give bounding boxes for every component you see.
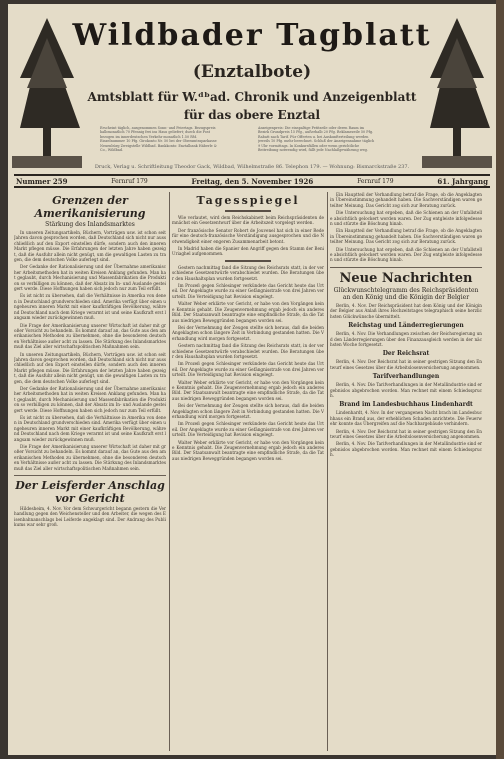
article-paragraph: In Madrid haben die Spanier den Angriff gegen den Stamm der Beni Uriaghel aufgenommen. <box>172 246 324 257</box>
masthead <box>8 4 496 174</box>
article-paragraph: Im Prozeß gegen Schlesinger verkündete das Gericht heute das Urteil. Der Angeklagte wurde zu einer Gefängnisstrafe von drei Jahren verurteilt. Die Verteidigung hat Revision eingelegt. <box>172 421 324 438</box>
news-subhead: Tarifverhandlungen <box>372 373 440 381</box>
article-paragraph: Die Frage der Amerikanisierung unserer Wirtschaft ist daher mit großer Vorsicht zu behandeln. Es kommt darauf an, das Gute aus den amerikanischen Methoden zu übernehmen, ohne die besonderen deutschen Verhältnisse außer acht zu lassen. Die Stärkung des Inlandsmarktes muß das Ziel aller wirtschaftspolitischen Maßnahmen sein. <box>14 444 166 471</box>
tagline-official-gazette: Amtsblatt für W.ᵈᵇad. Chronik und Anzeigenblatt <box>87 90 417 104</box>
tagline-region: für das obere Enztal <box>183 108 321 122</box>
columns <box>14 192 490 751</box>
column-rule <box>169 192 170 751</box>
article-paragraph: In unseren Zeitungsartikeln, Büchern, Vorträgen usw. ist schon seit Jahren davon gesprochen worden, daß Deutschland sich nicht nur ausschließlich auf den Export einstellen dürfe, sondern auch den inneren Markt pflegen müsse. Die Erfahrungen der letzten Jahre haben gezeigt, daß die Ausfuhr allein nicht genügt, um die gewaltigen Lasten zu tragen, die dem deutschen Volke auferlegt sind. <box>14 230 166 263</box>
headline-bar <box>225 210 271 212</box>
article-paragraph: Walter Weber erklärte vor Gericht, er habe von den Vorgängen keine Kenntnis gehabt. Die Zeugenvernehmung ergab jedoch ein anderes Bild. Der Staatsanwalt beantragte eine empfindliche Strafe, da die Tat aus niedrigen Beweggründen begangen worden sei. <box>172 301 324 323</box>
article-paragraph: Im Prozeß gegen Schlesinger verkündete das Gericht heute das Urteil. Der Angeklagte wurde zu einer Gefängnisstrafe von drei Jahren verurteilt. Die Verteidigung hat Revision eingelegt. <box>172 283 324 299</box>
issue-info-bar <box>14 174 490 188</box>
article-paragraph: Walter Weber erklärte vor Gericht, er habe von den Vorgängen keine Kenntnis gehabt. Die Zeugenvernehmung ergab jedoch ein anderes Bild. Der Staatsanwalt beantragte eine empfindliche Strafe, da die Tat aus niedrigen Beweggründen begangen worden sei. <box>172 439 324 461</box>
article-divider <box>14 475 166 476</box>
binding-edge <box>496 0 504 759</box>
issue-date: Freitag, den 5. November 1926 <box>191 176 314 186</box>
newspaper-title: Wildbader Tagblatt <box>72 18 432 53</box>
article-paragraph: Es ist nicht zu übersehen, daß die Verhältnisse in Amerika von denen in Deutschland grundverschieden sind. Amerika verfügt über einen ungeheuren inneren Markt mit einer kaufkräftigen Bevölkerung, während Deutschland nach dem Kriege verarmt ist und seine Kaufkraft erst langsam wieder zurückgewinnen muß. <box>14 415 166 442</box>
phone-left: Fernruf 179 <box>111 177 148 185</box>
article-paragraph: Wie verlautet, wird dem Reichskabinett beim Reichspräsidenten demnächst ein Gesetzentwurf über die Arbeitszeit vorgelegt werden. <box>172 215 324 226</box>
subscription-info: Erscheint täglich, ausgenommen Sonn- und Feiertags. Bezugspreis halbmonatlich 70 Pfennig frei ins Haus geliefert; durch die Post bezogen im innerdeutschen Verkehr monatlich 1.50 RM. Einzelnummer 10 Pfg. Girokonto Nr. 50 bei der Oberamtssparkasse Neuenbürg Zweigstelle Wildbad. Bankkonto: Enztalbank Häberle & Co., Wildbad. <box>100 126 217 153</box>
article-paragraph: Der Gedanke der Rationalisierung und der Übernahme amerikanischer Arbeitsmethoden hat in weiten Kreisen Anklang gefunden. Man hat geglaubt, durch Mechanisierung und Massenfabrikation die Produktion so verbilligen zu können, daß der Absatz im In- und Auslande gesteigert werde. Diese Hoffnungen haben sich jedoch nur zum Teil erfüllt. <box>14 385 166 413</box>
newspaper-page <box>8 4 496 755</box>
article-paragraph: Ein Hauptteil der Verhandlung betraf die Frage, ob die Angeklagten in Übereinstimmung gehandelt haben. Die Sachverständigen waren geteilter Meinung. Das Gericht zog sich zur Beratung zurück. <box>330 228 482 245</box>
article-subheadline: Stärkung des Inlandsmarktes <box>45 221 135 228</box>
column-1 <box>14 192 166 751</box>
column-rule <box>327 192 328 751</box>
article-paragraph: Der französische Senator Robert de Jouvenel hat sich in einer Rede für eine deutsch-französische Verständigung ausgesprochen und die Notwendigkeit einer engeren Zusammenarbeit betont. <box>172 227 324 244</box>
article-paragraph: Berlin, 4. Nov. Die Verhandlungen zwischen der Reichsregierung und den Länderregierungen über den Finanzausgleich werden in der nächsten Woche fortgesetzt. <box>330 331 482 347</box>
section-headline: Neue Nachrichten <box>339 270 473 286</box>
news-subhead: Reichstag und Länderregierungen <box>348 322 464 330</box>
section-headline: Tagesspiegel <box>196 194 300 207</box>
article-headline-2: Der Leisferder Anschlag vor Gericht <box>15 479 165 506</box>
article-paragraph: Gestern nachmittag fand die Sitzung des Reichsrats statt, in der verschiedene Gesetzentwürfe verabschiedet wurden. Die Beratungen über den Haushaltsplan wurden fortgesetzt. <box>172 343 324 359</box>
news-subhead: Brand im Landesbuchhaus Lindenhardt <box>339 401 473 409</box>
section-subheadline: Glückwunschtelegramm des Reichspräsidenten an den König und die Königin der Belgier <box>333 286 479 301</box>
article-paragraph: Die Untersuchung hat ergeben, daß die Schienen an der Unfallstelle absichtlich gelockert worden waren. Der Zug entgleiste infolgedessen und stürzte die Böschung hinab. <box>330 246 482 263</box>
column-3 <box>330 192 482 751</box>
article-paragraph: Der Gedanke der Rationalisierung und der Übernahme amerikanischer Arbeitsmethoden hat in weiten Kreisen Anklang gefunden. Man hat geglaubt, durch Mechanisierung und Massenfabrikation die Produktion so verbilligen zu können, daß der Absatz im In- und Auslande gesteigert werde. Diese Hoffnungen haben sich jedoch nur zum Teil erfüllt. <box>14 264 166 292</box>
newspaper-subtitle: (Enztalbote) <box>192 62 312 82</box>
advertising-info: Anzeigenpreis: Die einspaltige Petitzeile oder deren Raum im Bezirk Grundpreis 15 Pfg., außerhalb 20 Pfg. Reklamezeile 50 Pfg. Rabatt nach Tarif. Für Offerten u. bei Auskunfterteilung werden jeweils 10 Pfg. mehr berechnet. Schluß der Anzeigennahme täglich 9 Uhr vormittags. In Konkursfällen oder wenn gerichtliche Beitreibung notwendig wird, fällt jede Nachlaßgewährung weg. <box>258 126 375 153</box>
issue-number: Nummer 259 <box>16 176 68 186</box>
article-paragraph: Berlin, 4. Nov. Der Reichsrat hat in seiner gestrigen Sitzung den Entwurf eines Gesetzes über die Arbeitslosenversicherung angenommen. <box>330 359 482 370</box>
article-paragraph: Berlin, 4. Nov. Der Reichspräsident hat dem König und der Königin der Belgier aus Anlaß ihres Hochzeitstages telegraphisch seine herzlichsten Glückwünsche übermittelt. <box>330 302 482 319</box>
column-2 <box>172 192 324 751</box>
article-paragraph: Bei der Vernehmung der Zeugen stellte sich heraus, daß die beiden Angeklagten schon längere Zeit in Verbindung gestanden hatten. Die Verhandlung wird morgen fortgesetzt. <box>172 403 324 419</box>
news-subhead: Der Reichsrat <box>382 350 430 358</box>
section-divider <box>225 260 271 262</box>
phone-right: Fernruf 179 <box>357 177 394 185</box>
article-paragraph: Bei der Vernehmung der Zeugen stellte sich heraus, daß die beiden Angeklagten schon längere Zeit in Verbindung gestanden hatten. Die Verhandlung wird morgen fortgesetzt. <box>172 324 324 341</box>
article-paragraph: Im Prozeß gegen Schlesinger verkündete das Gericht heute das Urteil. Der Angeklagte wurde zu einer Gefängnisstrafe von drei Jahren verurteilt. Die Verteidigung hat Revision eingelegt. <box>172 361 324 378</box>
article-divider <box>330 267 482 268</box>
article-paragraph: In unseren Zeitungsartikeln, Büchern, Vorträgen usw. ist schon seit Jahren davon gesprochen worden, daß Deutschland sich nicht nur ausschließlich auf den Export einstellen dürfe, sondern auch den inneren Markt pflegen müsse. Die Erfahrungen der letzten Jahre haben gezeigt, daß die Ausfuhr allein nicht genügt, um die gewaltigen Lasten zu tragen, die dem deutschen Volke auferlegt sind. <box>14 351 166 384</box>
article-paragraph: Ein Hauptteil der Verhandlung betraf die Frage, ob die Angeklagten in Übereinstimmung gehandelt haben. Die Sachverständigen waren geteilter Meinung. Das Gericht zog sich zur Beratung zurück. <box>330 192 482 208</box>
printer-line: Druck, Verlag u. Schriftleitung Theodor Gack, Wildbad, Wilhelmstraße 86. Telephon 179. — Wohnung: Bismarckstraße 237. <box>94 164 410 170</box>
article-paragraph: Berlin, 4. Nov. Der Reichsrat hat in seiner gestrigen Sitzung den Entwurf eines Gesetzes über die Arbeitslosenversicherung angenommen. <box>330 428 482 439</box>
article-paragraph: Gestern nachmittag fand die Sitzung des Reichsrats statt, in der verschiedene Gesetzentwürfe verabschiedet wurden. Die Beratungen über den Haushaltsplan wurden fortgesetzt. <box>172 264 324 281</box>
article-paragraph: Berlin, 4. Nov. Die Tarifverhandlungen in der Metallindustrie sind ergebnislos abgebrochen worden. Man rechnet mit einem Schiedsspruch. <box>330 441 482 458</box>
article-paragraph: Es ist nicht zu übersehen, daß die Verhältnisse in Amerika von denen in Deutschland grundverschieden sind. Amerika verfügt über einen ungeheuren inneren Markt mit einer kaufkräftigen Bevölkerung, während Deutschland nach dem Kriege verarmt ist und seine Kaufkraft erst langsam wieder zurückgewinnen muß. <box>14 293 166 321</box>
volume: 61. Jahrgang <box>437 176 488 186</box>
article-paragraph: Die Untersuchung hat ergeben, daß die Schienen an der Unfallstelle absichtlich gelockert worden waren. Der Zug entgleiste infolgedessen und stürzte die Böschung hinab. <box>330 210 482 227</box>
article-headline: Grenzen der Amerikanisierung <box>34 194 146 220</box>
article-paragraph: Berlin, 4. Nov. Die Tarifverhandlungen in der Metallindustrie sind ergebnislos abgebrochen worden. Man rechnet mit einem Schiedsspruch. <box>330 382 482 398</box>
article-paragraph: Lindenhardt, 4. Nov. In der vergangenen Nacht brach im Landesbuchhaus ein Brand aus, der erheblichen Schaden anrichtete. Die Feuerwehr konnte das Übergreifen auf die Nachbargebäude verhindern. <box>330 410 482 427</box>
article-paragraph: Walter Weber erklärte vor Gericht, er habe von den Vorgängen keine Kenntnis gehabt. Die Zeugenvernehmung ergab jedoch ein anderes Bild. Der Staatsanwalt beantragte eine empfindliche Strafe, da die Tat aus niedrigen Beweggründen begangen worden sei. <box>172 379 324 401</box>
article-paragraph: Die Frage der Amerikanisierung unserer Wirtschaft ist daher mit großer Vorsicht zu behandeln. Es kommt darauf an, das Gute aus den amerikanischen Methoden zu übernehmen, ohne die besonderen deutschen Verhältnisse außer acht zu lassen. Die Stärkung des Inlandsmarktes muß das Ziel aller wirtschaftspolitischen Maßnahmen sein. <box>14 322 166 350</box>
article-paragraph: Hildesheim, 4. Nov. Vor dem Schwurgericht begann gestern die Verhandlung gegen den Weichensteller und den Arbeiter, die wegen des Eisenbahnanschlags bei Leiferde angeklagt sind. Der Andrang des Publikums war sehr groß. <box>14 506 166 528</box>
